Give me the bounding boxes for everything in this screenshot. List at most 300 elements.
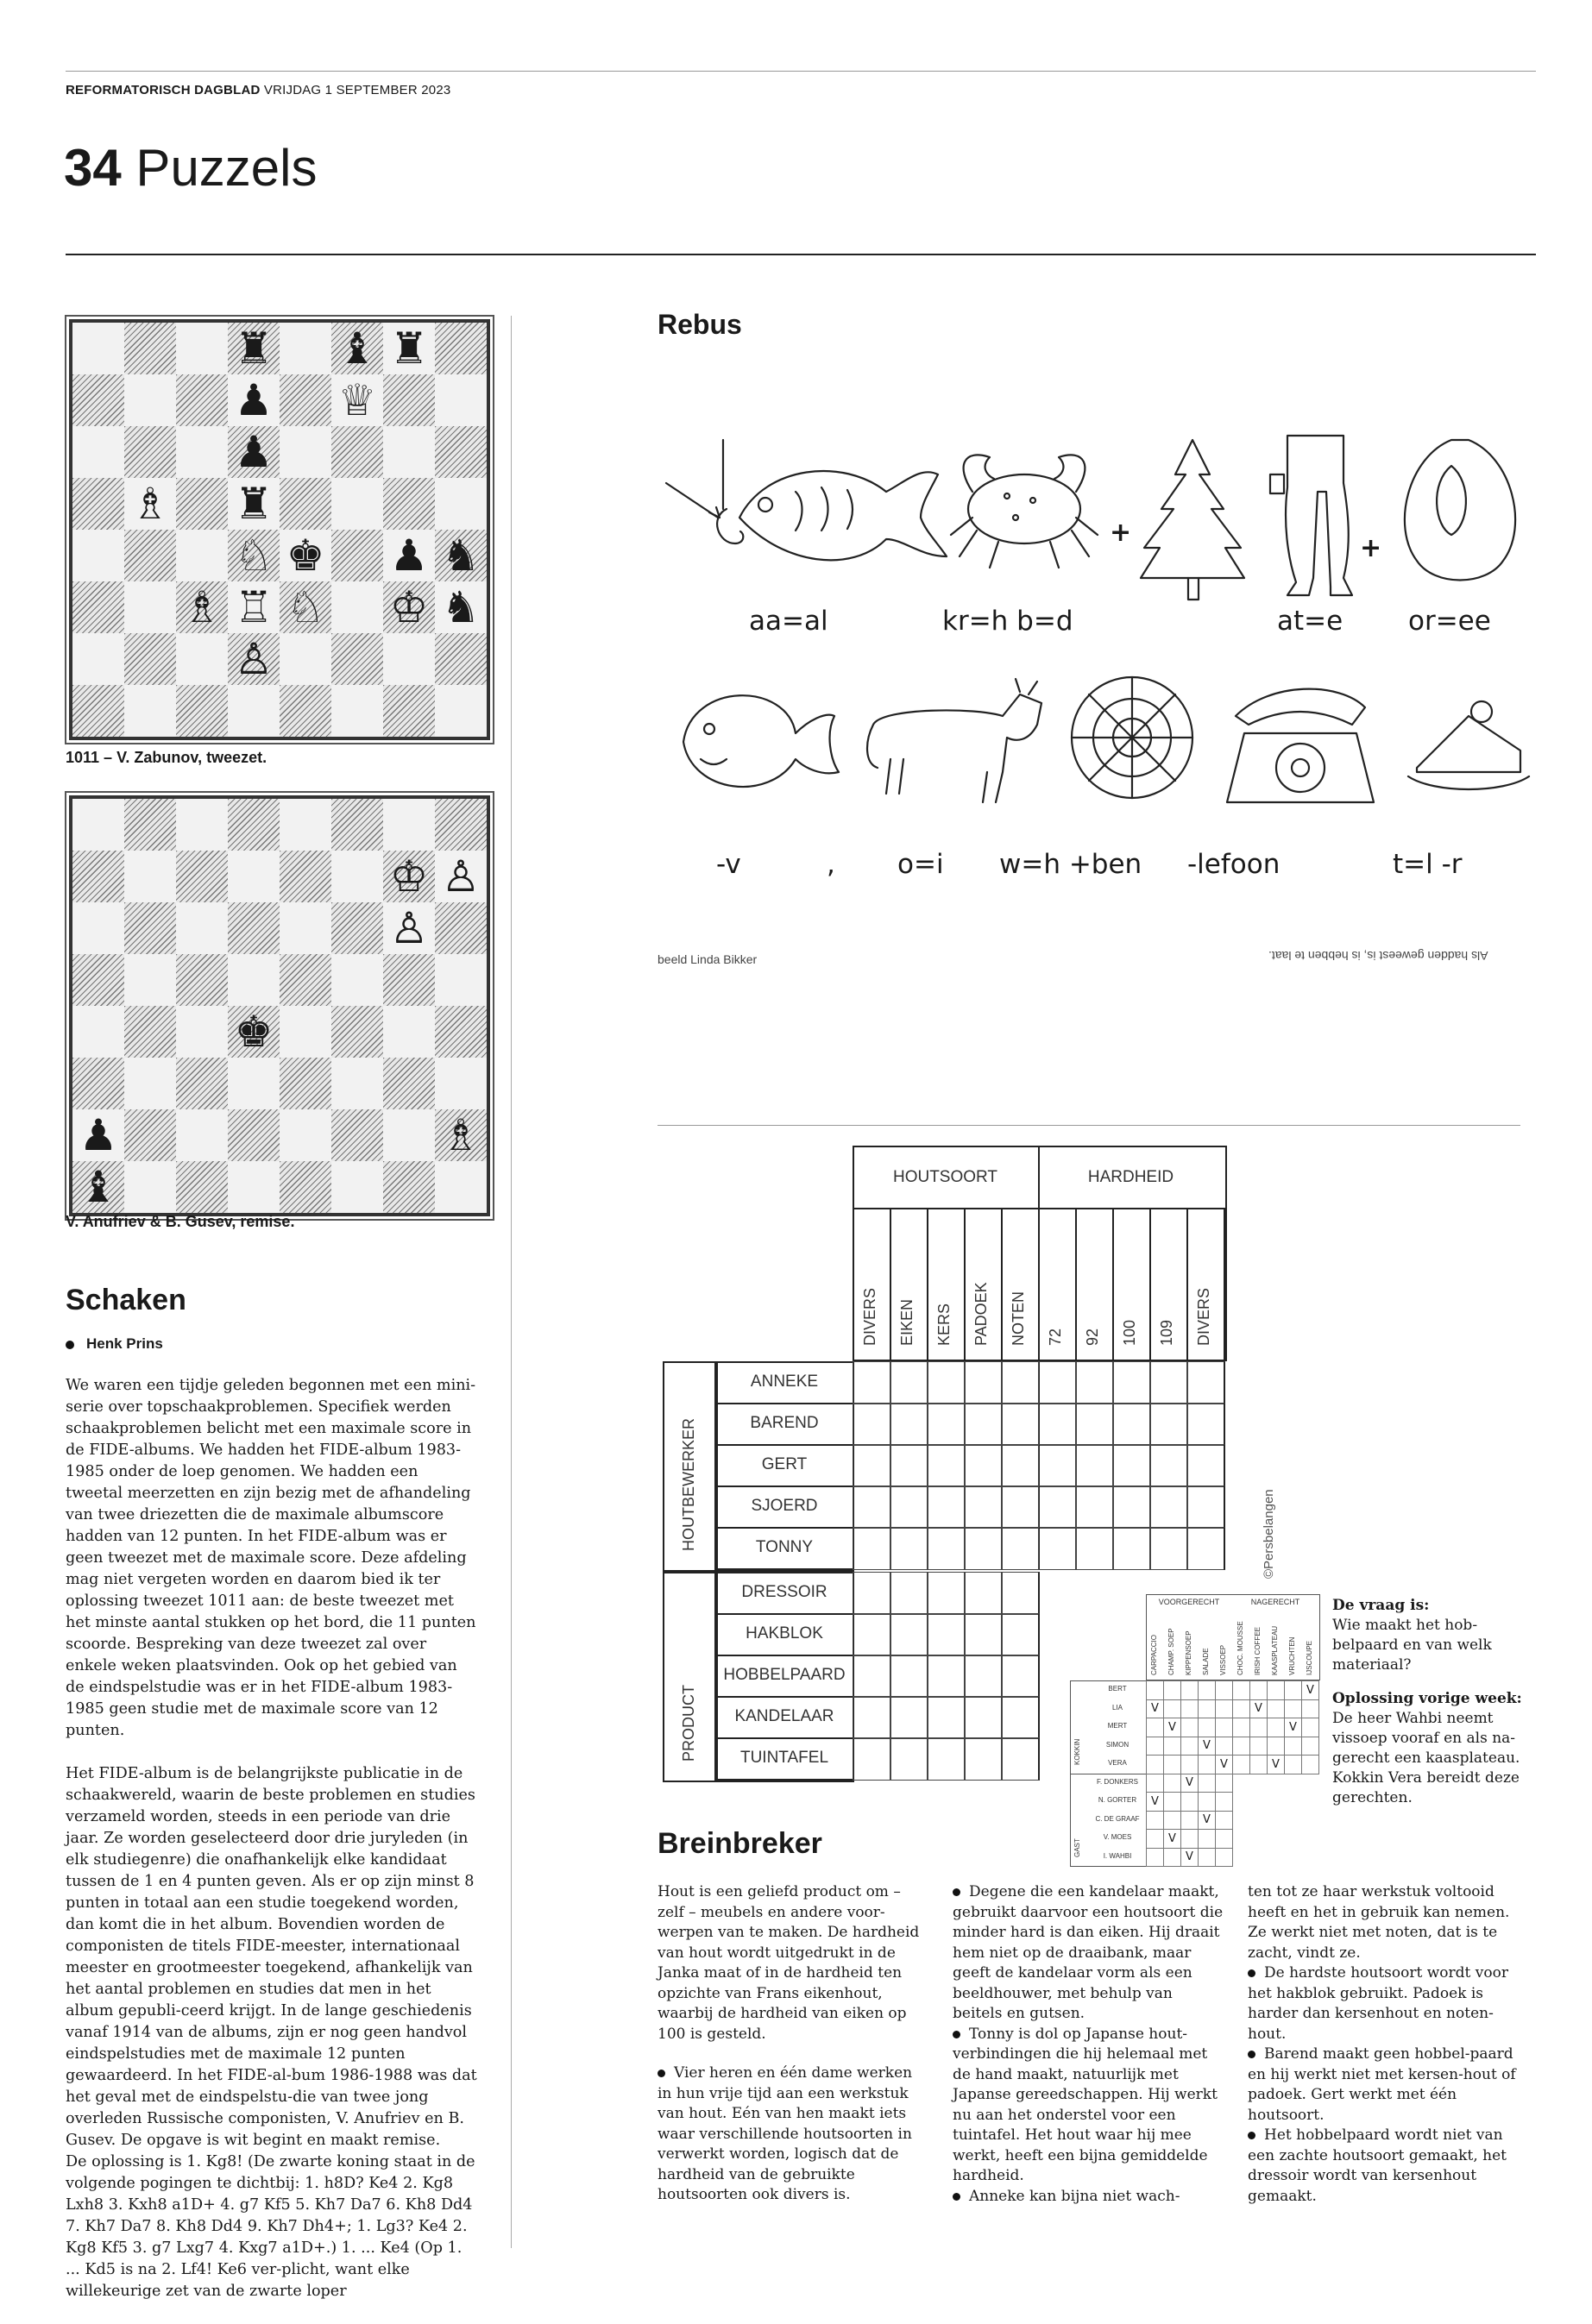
mini-rowgroup-gast-label: GAST (1073, 1838, 1081, 1857)
chess-square (124, 1058, 176, 1109)
grid-cell[interactable] (1112, 1485, 1151, 1529)
mini-cell (1146, 1811, 1164, 1831)
chess-square (72, 581, 124, 633)
mini-cell (1249, 1755, 1268, 1774)
grid-cell[interactable] (1038, 1361, 1077, 1404)
chess-square (72, 530, 124, 581)
chess-square (383, 426, 435, 478)
grid-cell[interactable] (1001, 1737, 1040, 1781)
mini-row-label: VERA (1108, 1759, 1127, 1767)
grid-cell[interactable] (853, 1361, 891, 1404)
header-rule (66, 71, 1536, 72)
mini-column-label: VRUCHTEN (1288, 1636, 1296, 1675)
bagel-icon (1405, 440, 1515, 581)
rebus-plus-1: + (1110, 518, 1132, 548)
grid-cell[interactable] (890, 1444, 928, 1487)
mini-cell (1146, 1848, 1164, 1868)
white-bishop-icon: ♗ (441, 1110, 481, 1160)
mini-check-mark: V (1284, 1718, 1302, 1737)
chess-square (383, 374, 435, 426)
problem-2-caption: V. Anufriev & B. Gusev, remise. (66, 1213, 295, 1230)
grid-cell[interactable] (964, 1403, 1003, 1446)
grid-cell[interactable] (890, 1403, 928, 1446)
mini-cell (1146, 1755, 1164, 1774)
mini-row-label: SIMON (1105, 1740, 1130, 1749)
mini-cell (1198, 1755, 1216, 1774)
grid-cell[interactable] (927, 1361, 966, 1404)
mini-column-label: CARPACCIO (1150, 1635, 1158, 1675)
mini-cell (1267, 1680, 1285, 1700)
breinbreker-column-3 (1248, 1882, 1520, 2207)
mini-group-nagerecht: NAGERECHT (1250, 1598, 1300, 1606)
clue-3-text: Tonny is dol op Japanse hout-verbindingen die hij helemaal met de hand maakt, natuurlijk met Japanse gereedschappen. Hij werkt nu aan het onderstel voor een tuintafel. Het hout waar hij mee werkt, heeft een bijna gemiddelde hardheid. (953, 2025, 1218, 2184)
chess-square (280, 374, 331, 426)
column-divider (511, 316, 512, 2248)
grid-column-label: DIVERS (1195, 1287, 1212, 1346)
bullet-icon (66, 1341, 74, 1349)
chess-square (435, 954, 487, 1006)
mini-cell (1163, 1680, 1181, 1700)
chess-square (176, 633, 228, 685)
chess-square (124, 323, 176, 374)
grid-cell[interactable] (927, 1737, 966, 1781)
mini-cell (1267, 1737, 1285, 1756)
black-pawn-icon: ♟ (79, 1110, 118, 1160)
chess-square (280, 954, 331, 1006)
chess-square (383, 1006, 435, 1058)
mini-cell (1301, 1699, 1319, 1719)
grid-cell[interactable] (1001, 1485, 1040, 1529)
mini-column-label: KIPPENSOEP (1185, 1630, 1192, 1675)
mini-cell (1180, 1737, 1199, 1756)
mini-cell (1198, 1848, 1216, 1868)
grid-row-rule (716, 1737, 854, 1781)
chess-square (72, 426, 124, 478)
clue-6-text: Barend maakt geen hobbel-paard en hij werkt niet met kersen-hout of padoek. Gert werkt met één houtsoort. (1248, 2045, 1516, 2124)
mini-check-mark: V (1163, 1718, 1181, 1737)
grid-cell[interactable] (1149, 1444, 1188, 1487)
grid-cell[interactable] (853, 1737, 891, 1781)
grid-cell[interactable] (964, 1572, 1003, 1615)
mini-cell (1198, 1699, 1216, 1719)
black-rook-icon: ♜ (389, 323, 429, 374)
mini-cell (1301, 1755, 1319, 1774)
mini-row-label: BERT (1108, 1685, 1127, 1693)
chess-square (124, 851, 176, 902)
grid-cell[interactable] (1149, 1361, 1188, 1404)
grid-cell[interactable] (853, 1444, 891, 1487)
chess-square (280, 478, 331, 530)
grid-cell[interactable] (1149, 1527, 1188, 1570)
grid-cell[interactable] (964, 1696, 1003, 1739)
grid-cell[interactable] (964, 1737, 1003, 1781)
masthead (66, 83, 450, 97)
grid-cell[interactable] (1149, 1403, 1188, 1446)
grid-cell[interactable] (1001, 1444, 1040, 1487)
mini-cell (1232, 1680, 1250, 1700)
chess-square (435, 633, 487, 685)
grid-cell[interactable] (1001, 1527, 1040, 1570)
chess-square (331, 426, 383, 478)
chess-square (72, 902, 124, 954)
chess-square (331, 799, 383, 851)
chess-square (124, 799, 176, 851)
chess-square (383, 1058, 435, 1109)
grid-cell[interactable] (853, 1572, 891, 1615)
grid-rowgroup-houtbewerker-label: HOUTBEWERKER (680, 1417, 697, 1551)
mini-cell (1198, 1829, 1216, 1849)
mini-cell (1198, 1792, 1216, 1812)
white-king-icon: ♔ (389, 851, 429, 901)
mini-row-label: V. MOES (1103, 1833, 1132, 1841)
grid-row-label: KANDELAAR (734, 1707, 834, 1725)
mini-cell (1249, 1718, 1268, 1737)
rebus-label-8: w=h +ben (999, 849, 1142, 880)
chess-square (124, 581, 176, 633)
chess-square (383, 1161, 435, 1213)
chess-square (383, 954, 435, 1006)
mini-cell (1215, 1848, 1233, 1868)
grid-cell[interactable] (1186, 1485, 1225, 1529)
black-king-icon: ♚ (286, 531, 325, 581)
chess-square (331, 530, 383, 581)
chess-square (124, 954, 176, 1006)
chess-square (331, 1109, 383, 1161)
mini-cell (1198, 1718, 1216, 1737)
grid-cell[interactable] (853, 1527, 891, 1570)
grid-cell[interactable] (853, 1696, 891, 1739)
grid-cell[interactable] (1186, 1403, 1225, 1446)
grid-column-label: 92 (1084, 1328, 1101, 1346)
grid-group-hardheid: HARDHEID (1087, 1168, 1174, 1186)
rebus-label-10: t=l -r (1393, 849, 1463, 880)
grid-rowgroup-product-label: PRODUCT (680, 1685, 697, 1762)
clue-6 (1248, 2044, 1520, 2126)
chess-square (228, 1161, 280, 1213)
grid-row-rule (716, 1444, 854, 1487)
chess-square (331, 633, 383, 685)
grid-row-label: TONNY (755, 1538, 814, 1556)
mini-cell (1163, 1755, 1181, 1774)
mini-cell (1180, 1755, 1199, 1774)
grid-row-rule (716, 1485, 854, 1529)
white-king-icon: ♔ (389, 582, 429, 632)
clue-1-text: Vier heren en één dame werken in hun vrije tijd aan een werkstuk van hout. Eén van hen maakt iets waar verschillende houtsoorten in verwerkt worden, logisch dat de hardheid van de gebruikte houtsoorten ook divers is. (658, 2064, 913, 2203)
clue-4-text-a: Anneke kan bijna niet wach- (969, 2187, 1180, 2205)
clue-5 (1248, 1963, 1520, 2044)
web-icon (1072, 677, 1192, 798)
mini-cell (1215, 1680, 1233, 1700)
chess-square (72, 478, 124, 530)
chess-heading: Schaken (66, 1284, 186, 1316)
chess-square (331, 1006, 383, 1058)
grid-column-label: 109 (1158, 1319, 1175, 1346)
mini-cell (1180, 1829, 1199, 1849)
grid-column-label: EIKEN (898, 1298, 916, 1346)
white-queen-icon: ♕ (337, 375, 377, 425)
clue-7-text: Het hobbelpaard wordt niet van een zachte houtsoort gemaakt, het dressoir wordt van kersenhout gemaakt. (1248, 2126, 1507, 2205)
mini-cell (1180, 1699, 1199, 1719)
grid-row-label: HOBBELPAARD (723, 1666, 846, 1684)
mini-column-label: KAASPLATEAU (1271, 1625, 1279, 1675)
mini-column-label: VISSOEP (1219, 1644, 1227, 1675)
chess-square (280, 1006, 331, 1058)
grid-cell[interactable] (1075, 1527, 1114, 1570)
rebus-solution: Als hadden geweest is, is hebben te laat. (1268, 949, 1488, 963)
breinbreker-column-1 (658, 1882, 930, 2206)
black-rook-icon: ♜ (234, 479, 274, 529)
grid-cell[interactable] (927, 1655, 966, 1698)
mini-cell (1215, 1699, 1233, 1719)
chess-square (176, 902, 228, 954)
grid-cell[interactable] (927, 1403, 966, 1446)
chess-square (176, 851, 228, 902)
grid-row-label: DRESSOIR (741, 1583, 827, 1601)
grid-cell[interactable] (1112, 1403, 1151, 1446)
breinbreker-column-2 (953, 1882, 1225, 2207)
chess-square (72, 799, 124, 851)
chess-square (176, 685, 228, 737)
grid-cell[interactable] (927, 1696, 966, 1739)
bullet-icon (1248, 1969, 1255, 1977)
grid-cell[interactable] (1001, 1572, 1040, 1615)
grid-column-label: NOTEN (1010, 1291, 1027, 1346)
chess-square (383, 478, 435, 530)
grid-cell[interactable] (964, 1655, 1003, 1698)
chess-square (124, 685, 176, 737)
fish-icon (683, 695, 839, 787)
grid-row-rule (716, 1655, 854, 1698)
grid-cell[interactable] (853, 1613, 891, 1656)
grid-cell[interactable] (890, 1613, 928, 1656)
fish-hook-icon (666, 440, 947, 560)
chess-square (435, 1058, 487, 1109)
grid-cell[interactable] (1038, 1444, 1077, 1487)
chess-square (228, 851, 280, 902)
grid-cell[interactable] (1075, 1361, 1114, 1404)
mini-cell (1163, 1737, 1181, 1756)
mini-check-mark: V (1215, 1755, 1233, 1774)
grid-cell[interactable] (853, 1655, 891, 1698)
issue-date: VRIJDAG 1 SEPTEMBER 2023 (263, 83, 451, 97)
chess-square (124, 530, 176, 581)
grid-cell[interactable] (1186, 1361, 1225, 1404)
grid-row-rule (716, 1572, 854, 1615)
grid-row-rule (716, 1613, 854, 1656)
grid-column-label: KERS (935, 1303, 953, 1346)
bullet-icon (953, 1888, 960, 1896)
chess-square (124, 1109, 176, 1161)
chess-square (72, 685, 124, 737)
grid-cell[interactable] (1112, 1361, 1151, 1404)
white-knight-icon: ♘ (234, 531, 274, 581)
grid-cell[interactable] (1075, 1485, 1114, 1529)
grid-cell[interactable] (1001, 1361, 1040, 1404)
grid-cell[interactable] (853, 1485, 891, 1529)
clue-4 (953, 2187, 1225, 2208)
grid-cell[interactable] (927, 1572, 966, 1615)
grid-cell[interactable] (890, 1655, 928, 1698)
grid-cell[interactable] (1186, 1527, 1225, 1570)
mini-check-mark: V (1267, 1755, 1285, 1774)
grid-cell[interactable] (1075, 1403, 1114, 1446)
chess-board-1 (69, 319, 490, 740)
grid-cell[interactable] (1001, 1613, 1040, 1656)
grid-cell[interactable] (964, 1613, 1003, 1656)
black-bishop-icon: ♝ (79, 1162, 118, 1212)
grid-cell[interactable] (1001, 1696, 1040, 1739)
chess-square (176, 799, 228, 851)
mini-row-label: I. WAHBI (1103, 1851, 1132, 1860)
grid-cell[interactable] (964, 1485, 1003, 1529)
black-knight-icon: ♞ (441, 582, 481, 632)
grid-cell[interactable] (1149, 1485, 1188, 1529)
grid-row-label: GERT (761, 1455, 808, 1473)
grid-cell[interactable] (1112, 1527, 1151, 1570)
grid-cell[interactable] (890, 1572, 928, 1615)
grid-column-label: PADOEK (972, 1282, 990, 1346)
chess-square (176, 1109, 228, 1161)
chess-square (280, 426, 331, 478)
chess-square (72, 1006, 124, 1058)
chess-square (176, 530, 228, 581)
grid-cell[interactable] (1001, 1403, 1040, 1446)
mini-cell (1284, 1680, 1302, 1700)
grid-cell[interactable] (1112, 1444, 1151, 1487)
mini-cell (1284, 1699, 1302, 1719)
grid-cell[interactable] (853, 1403, 891, 1446)
chess-square (435, 478, 487, 530)
chess-square (124, 633, 176, 685)
bullet-icon (1248, 2132, 1255, 2139)
breinbreker-heading: Breinbreker (658, 1827, 822, 1860)
chess-square (72, 633, 124, 685)
chess-square (228, 902, 280, 954)
rebus-label-6: , (827, 849, 835, 880)
grid-cell[interactable] (1186, 1444, 1225, 1487)
mini-cell (1163, 1848, 1181, 1868)
grid-column-label: 72 (1047, 1328, 1064, 1346)
grid-cell[interactable] (890, 1361, 928, 1404)
chess-square (176, 954, 228, 1006)
chess-square (280, 1109, 331, 1161)
mini-cell (1215, 1718, 1233, 1737)
chess-square (72, 954, 124, 1006)
rebus-label-7: o=i (897, 849, 944, 880)
grid-row-label: ANNEKE (750, 1372, 819, 1391)
vraag-text: Wie maakt het hob-belpaard en van welk materiaal? (1332, 1617, 1492, 1674)
grid-row-label: HAKBLOK (746, 1624, 823, 1643)
grid-cell[interactable] (890, 1737, 928, 1781)
chess-square (72, 1058, 124, 1109)
grid-cell[interactable] (927, 1613, 966, 1656)
mini-column-label: IJSCOUPE (1306, 1640, 1313, 1675)
mini-cell (1249, 1737, 1268, 1756)
grid-cell[interactable] (927, 1485, 966, 1529)
grid-cell[interactable] (1038, 1403, 1077, 1446)
mini-row-label: N. GORTER (1098, 1796, 1137, 1804)
chess-square (124, 426, 176, 478)
grid-row-label: TUINTAFEL (739, 1749, 829, 1767)
chess-square (228, 799, 280, 851)
section-name: Puzzels (135, 139, 318, 197)
chess-square (228, 1058, 280, 1109)
chess-square (280, 851, 331, 902)
legs-icon (1270, 436, 1352, 595)
chess-square (228, 685, 280, 737)
chess-square (176, 374, 228, 426)
chess-square (176, 323, 228, 374)
telephone-icon (1227, 689, 1374, 802)
grid-cell[interactable] (890, 1485, 928, 1529)
black-king-icon: ♚ (234, 1007, 274, 1057)
grid-cell[interactable] (1001, 1655, 1040, 1698)
chess-square (228, 1109, 280, 1161)
rebus-label-5: -v (716, 849, 741, 880)
rebus-label-2: kr=h b=d (942, 606, 1073, 637)
grid-cell[interactable] (1075, 1444, 1114, 1487)
chess-square (280, 685, 331, 737)
grid-cell[interactable] (927, 1527, 966, 1570)
bullet-icon (953, 2031, 960, 2038)
chess-square (331, 478, 383, 530)
mini-column-label: IRISH COFFEE (1254, 1626, 1262, 1675)
black-knight-icon: ♞ (441, 531, 481, 581)
mini-cell (1163, 1699, 1181, 1719)
grid-cell[interactable] (1038, 1485, 1077, 1529)
grid-column-label: DIVERS (861, 1287, 878, 1346)
cow-icon (867, 679, 1041, 802)
chess-square (176, 1161, 228, 1213)
chess-paragraph-2: Het FIDE-album is de belangrijkste publicatie in de schaakwereld, waarin de beste problemen en studies verzameld worden, steeds in een periode van drie jaar. Ze worden geselecteerd door drie juryleden (in elk studiegenre) die onafhankelijk elke kandidaat tussen de 1 en 4 punten geven. Als er op zijn minst 8 punten in totaal aan een studie toegekend worden, dan komt die in het album. Bovendien worden de componisten de titels FIDE-meester, internationaal meester en grootmeester toegekend, afhankelijk van het aantal problemen en studies dat men in het album gepubli-ceerd krijgt. In de lange geschiedenis vanaf 1914 van de albums, zijn er nog geen handvol eindspelstudies met de maximale 12 punten gewaardeerd. In het FIDE-al-bum 1986-1988 was dat het geval met de eindspelstu-die van twee jong overleden Russische componisten, V. Anufriev en B. Gusev. De opgave is wit begint en maakt remise. (66, 1765, 477, 2149)
mini-cell (1301, 1718, 1319, 1737)
title-rule (66, 254, 1536, 255)
black-bishop-icon: ♝ (337, 323, 377, 374)
grid-row-label: BAREND (750, 1414, 819, 1432)
vraag-title: De vraag is: (1332, 1597, 1430, 1614)
grid-row-label: SJOERD (751, 1497, 818, 1515)
grid-cell[interactable] (890, 1527, 928, 1570)
chess-square (435, 902, 487, 954)
mini-check-mark: V (1301, 1680, 1319, 1700)
grid-cell[interactable] (964, 1444, 1003, 1487)
chess-square (435, 799, 487, 851)
grid-cell[interactable] (964, 1527, 1003, 1570)
mini-column-label: CHOC. MOUSSE (1236, 1621, 1244, 1675)
black-pawn-icon: ♟ (389, 531, 429, 581)
chess-square (435, 1161, 487, 1213)
chess-square (176, 426, 228, 478)
grid-row-rule (716, 1527, 854, 1570)
bullet-icon (658, 2070, 665, 2077)
clue-3 (953, 2025, 1225, 2187)
rebus-label-4: or=ee (1408, 606, 1491, 637)
grid-cell[interactable] (890, 1696, 928, 1739)
chess-author-name: Henk Prins (86, 1335, 163, 1352)
rebus-rule (658, 1125, 1520, 1126)
grid-row-rule (716, 1403, 854, 1446)
grid-cell[interactable] (927, 1444, 966, 1487)
chess-square (331, 685, 383, 737)
white-pawn-icon: ♙ (441, 851, 481, 901)
chess-square (383, 799, 435, 851)
grid-cell[interactable] (1038, 1527, 1077, 1570)
mini-cell (1215, 1829, 1233, 1849)
mini-cell (1232, 1699, 1250, 1719)
grid-cell[interactable] (964, 1361, 1003, 1404)
chess-square (331, 1058, 383, 1109)
chess-square (176, 1058, 228, 1109)
